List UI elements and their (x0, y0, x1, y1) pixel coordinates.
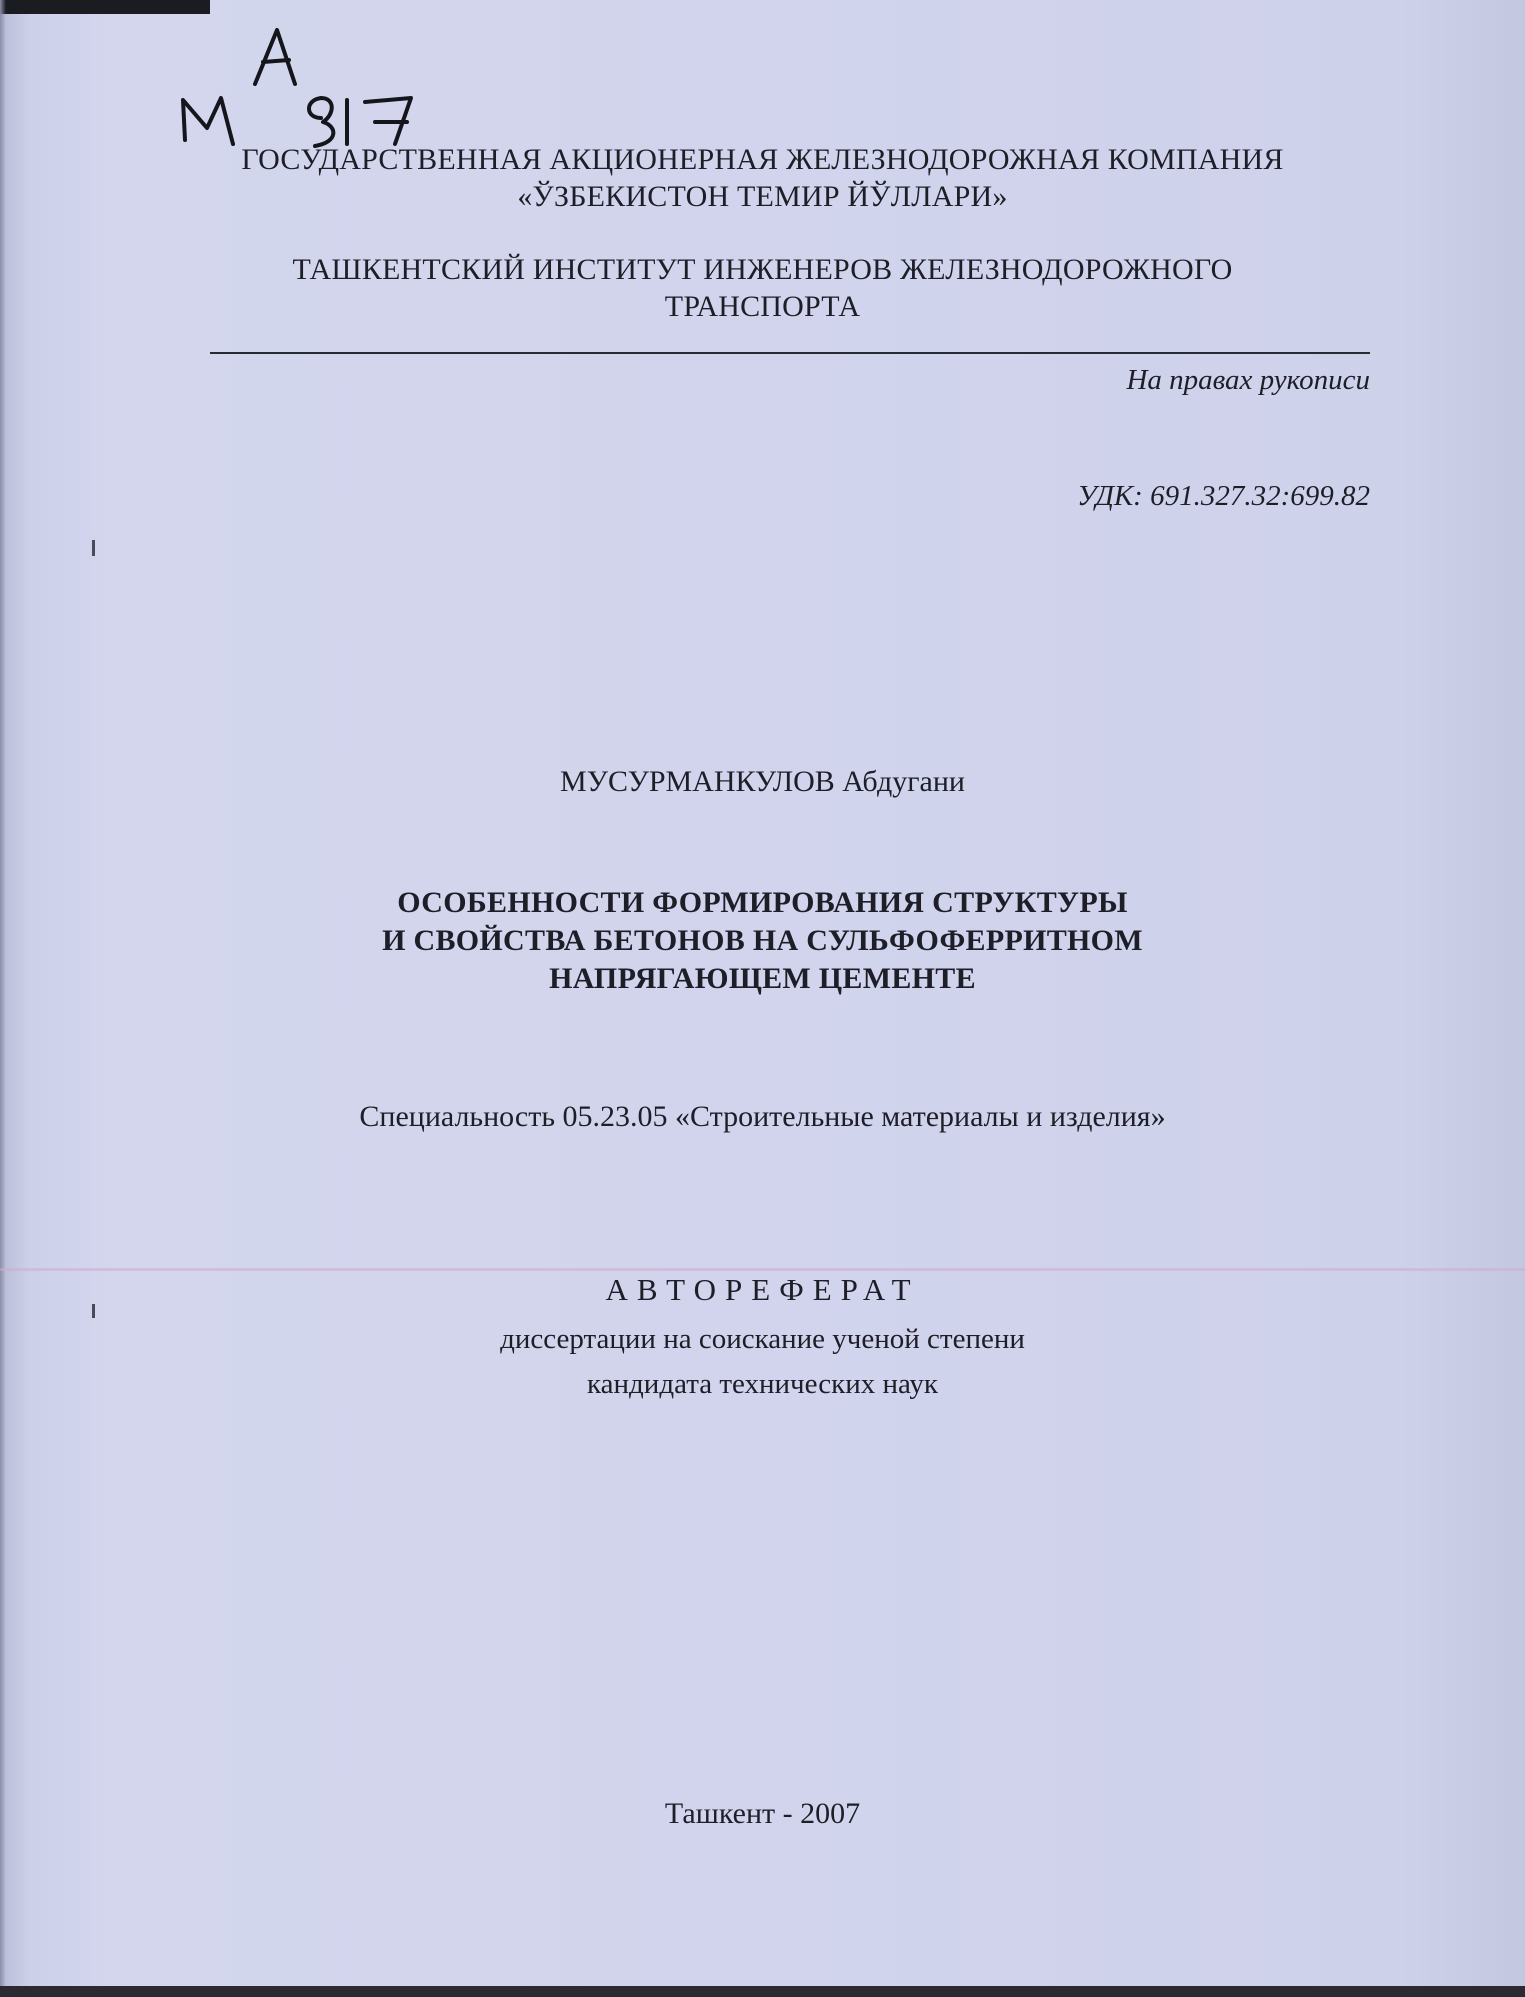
organization-name-line1: ГОСУДАРСТВЕННАЯ АКЦИОНЕРНАЯ ЖЕЛЕЗНОДОРОЖНАЯ КОМПАНИЯ (241, 143, 1284, 176)
document-type: АВТОРЕФЕРАТ (605, 1272, 920, 1307)
author-name: МУСУРМАНКУЛОВ Абдугани (560, 765, 965, 798)
handwritten-shelf-mark (175, 22, 435, 152)
institute-name-line1: ТАШКЕНТСКИЙ ИНСТИТУТ ИНЖЕНЕРОВ ЖЕЛЕЗНОДОРОЖНОГО (292, 253, 1233, 286)
page-fold-crease (0, 1268, 1525, 1271)
dissertation-title-line2: И СВОЙСТВА БЕТОНОВ НА СУЛЬФОФЕРРИТНОМ (382, 924, 1143, 957)
degree-line1: диссертации на соискание ученой степени (500, 1323, 1025, 1355)
udk-code: УДК: 691.327.32:699.82 (1077, 480, 1370, 512)
scan-top-edge (0, 0, 210, 14)
binding-hole-mark (92, 540, 95, 556)
scan-bottom-edge (0, 1986, 1525, 1997)
city-year: Ташкент - 2007 (664, 1797, 861, 1830)
manuscript-note: На правах рукописи (1126, 364, 1370, 396)
dissertation-title-line3: НАПРЯГАЮЩЕМ ЦЕМЕНТЕ (549, 962, 976, 995)
dissertation-title-line1: ОСОБЕННОСТИ ФОРМИРОВАНИЯ СТРУКТУРЫ (397, 886, 1128, 919)
specialty: Специальность 05.23.05 «Строительные материалы и изделия» (359, 1100, 1166, 1133)
header-divider (210, 352, 1370, 354)
institute-name-line2: ТРАНСПОРТА (664, 290, 861, 323)
degree-line2: кандидата технических наук (587, 1368, 938, 1400)
organization-name-line2: «ЎЗБЕКИСТОН ТЕМИР ЙЎЛЛАРИ» (517, 180, 1008, 213)
